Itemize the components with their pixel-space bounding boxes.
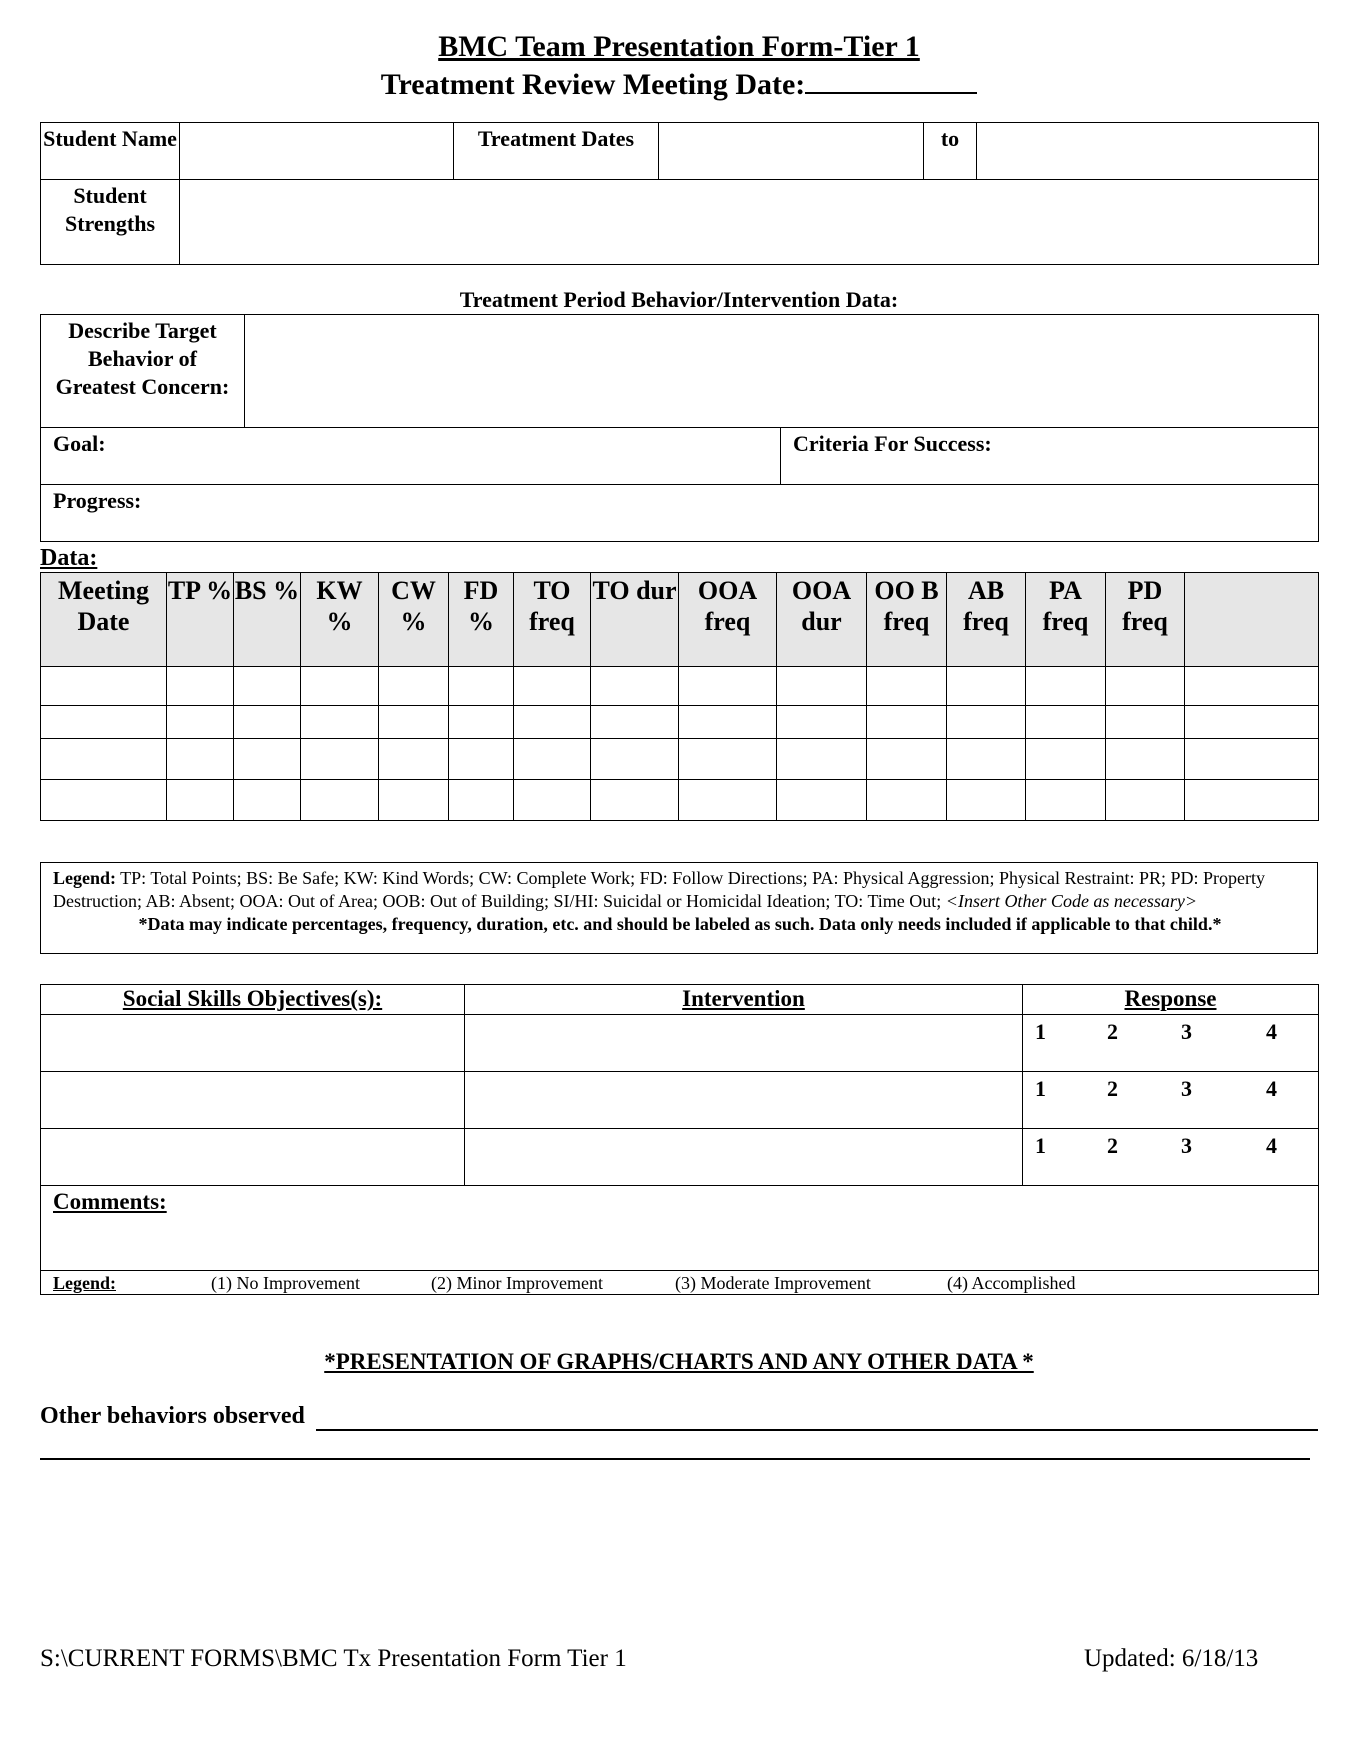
target-behavior-table	[40, 314, 1319, 542]
table-row	[41, 1015, 1319, 1072]
treatment-dates-label: Treatment Dates	[454, 123, 659, 180]
response-2[interactable]: 2	[1107, 1133, 1118, 1158]
intervention-field[interactable]	[465, 1072, 1023, 1129]
student-name-field[interactable]	[180, 123, 454, 180]
treatment-start-date-field[interactable]	[659, 123, 924, 180]
data-heading: Data:	[40, 545, 98, 571]
treatment-period-heading: Treatment Period Behavior/Intervention Data:	[459, 287, 899, 312]
table-row	[41, 706, 1319, 739]
col-kw: KW %	[301, 573, 379, 667]
objective-field[interactable]	[41, 1129, 465, 1186]
table-row	[41, 1072, 1319, 1129]
col-tp: TP %	[167, 573, 234, 667]
table-row	[41, 739, 1319, 780]
data-table	[40, 572, 1319, 821]
response-4[interactable]: 4	[1266, 1019, 1277, 1044]
meeting-date-blank[interactable]	[805, 66, 977, 94]
student-name-label: Student Name	[41, 123, 180, 180]
col-pd-freq: PD freq	[1106, 573, 1185, 667]
legend-note: *Data may indicate percentages, frequency, duration, etc. and should be labeled as such. Data only needs included if applicable to that child.*	[138, 914, 1222, 934]
response-scale	[1023, 1015, 1319, 1072]
response-2[interactable]: 2	[1107, 1019, 1118, 1044]
meeting-date-line	[0, 66, 1358, 102]
treatment-end-date-field[interactable]	[977, 123, 1319, 180]
response-legend-label: Legend:	[53, 1273, 116, 1293]
col-extra	[1185, 573, 1319, 667]
col-ab-freq: AB freq	[947, 573, 1026, 667]
meeting-date-label: Treatment Review Meeting Date:	[380, 68, 806, 101]
col-pa-freq: PA freq	[1026, 573, 1106, 667]
progress-field[interactable]	[41, 485, 1319, 542]
goal-label: Goal:	[53, 431, 106, 456]
col-ooa-freq: OOA freq	[679, 573, 777, 667]
response-1[interactable]: 1	[1035, 1133, 1046, 1158]
intervention-field[interactable]	[465, 1015, 1023, 1072]
presentation-heading: *PRESENTATION OF GRAPHS/CHARTS AND ANY OTHER DATA *	[324, 1349, 1034, 1374]
intervention-field[interactable]	[465, 1129, 1023, 1186]
col-to-dur: TO dur	[591, 573, 679, 667]
form-title: BMC Team Presentation Form-Tier 1	[438, 30, 920, 63]
legend-insert-code: <Insert Other Code as necessary>	[945, 891, 1198, 911]
col-bs: BS %	[234, 573, 301, 667]
table-row	[41, 1129, 1319, 1186]
to-label: to	[924, 123, 977, 180]
col-to-freq: TO freq	[514, 573, 591, 667]
footer-updated-date: Updated: 6/18/13	[1084, 1645, 1259, 1672]
response-header: Response	[1023, 985, 1319, 1015]
col-oob-freq: OO B freq	[867, 573, 947, 667]
response-3[interactable]: 3	[1181, 1019, 1192, 1044]
student-info-table	[40, 122, 1319, 265]
table-row	[41, 667, 1319, 706]
objectives-header: Social Skills Objectives(s):	[41, 985, 465, 1015]
other-behaviors-line-1[interactable]	[316, 1429, 1318, 1431]
objective-field[interactable]	[41, 1015, 465, 1072]
col-ooa-dur: OOA dur	[777, 573, 867, 667]
intervention-header: Intervention	[465, 985, 1023, 1015]
col-fd: FD %	[449, 573, 514, 667]
social-skills-table	[40, 984, 1319, 1295]
response-4[interactable]: 4	[1266, 1076, 1277, 1101]
legend-label: Legend:	[53, 868, 116, 888]
legend-minor-improvement: (2) Minor Improvement	[431, 1273, 603, 1293]
response-legend	[41, 1271, 1319, 1295]
table-row	[41, 780, 1319, 821]
other-behaviors-label: Other behaviors observed	[40, 1403, 305, 1429]
progress-label: Progress:	[53, 488, 142, 513]
target-behavior-label: Describe Target Behavior of Greatest Concern:	[41, 315, 245, 428]
footer-file-path: S:\CURRENT FORMS\BMC Tx Presentation Form Tier 1	[40, 1645, 627, 1672]
response-3[interactable]: 3	[1181, 1133, 1192, 1158]
legend-accomplished: (4) Accomplished	[947, 1273, 1076, 1293]
legend-moderate-improvement: (3) Moderate Improvement	[675, 1273, 871, 1293]
response-2[interactable]: 2	[1107, 1076, 1118, 1101]
objective-field[interactable]	[41, 1072, 465, 1129]
criteria-field[interactable]	[781, 428, 1319, 485]
other-behaviors-line-2[interactable]	[40, 1458, 1310, 1460]
target-behavior-field[interactable]	[245, 315, 1319, 428]
legend-text: TP: Total Points; BS: Be Safe; KW: Kind Words; CW: Complete Work; FD: Follow Directions; PA: Physical Aggression; Physical Restraint: PR; PD: Property Destruction; AB: Absent; OOA: Out of Area; OOB: Out of Building; SI/HI: Suicidal or Homicidal Ideation; TO: Time Out;	[53, 868, 1266, 911]
response-1[interactable]: 1	[1035, 1076, 1046, 1101]
legend-no-improvement: (1) No Improvement	[211, 1273, 360, 1293]
col-cw: CW %	[379, 573, 449, 667]
col-meeting-date: Meeting Date	[41, 573, 167, 667]
response-scale	[1023, 1129, 1319, 1186]
student-strengths-label: Student Strengths	[41, 180, 180, 265]
response-1[interactable]: 1	[1035, 1019, 1046, 1044]
response-3[interactable]: 3	[1181, 1076, 1192, 1101]
student-strengths-field[interactable]	[180, 180, 1319, 265]
comments-field[interactable]	[41, 1186, 1319, 1271]
data-legend-box	[40, 862, 1318, 954]
response-4[interactable]: 4	[1266, 1133, 1277, 1158]
comments-label: Comments:	[53, 1189, 167, 1214]
response-scale	[1023, 1072, 1319, 1129]
goal-field[interactable]	[41, 428, 781, 485]
criteria-label: Criteria For Success:	[793, 431, 992, 456]
